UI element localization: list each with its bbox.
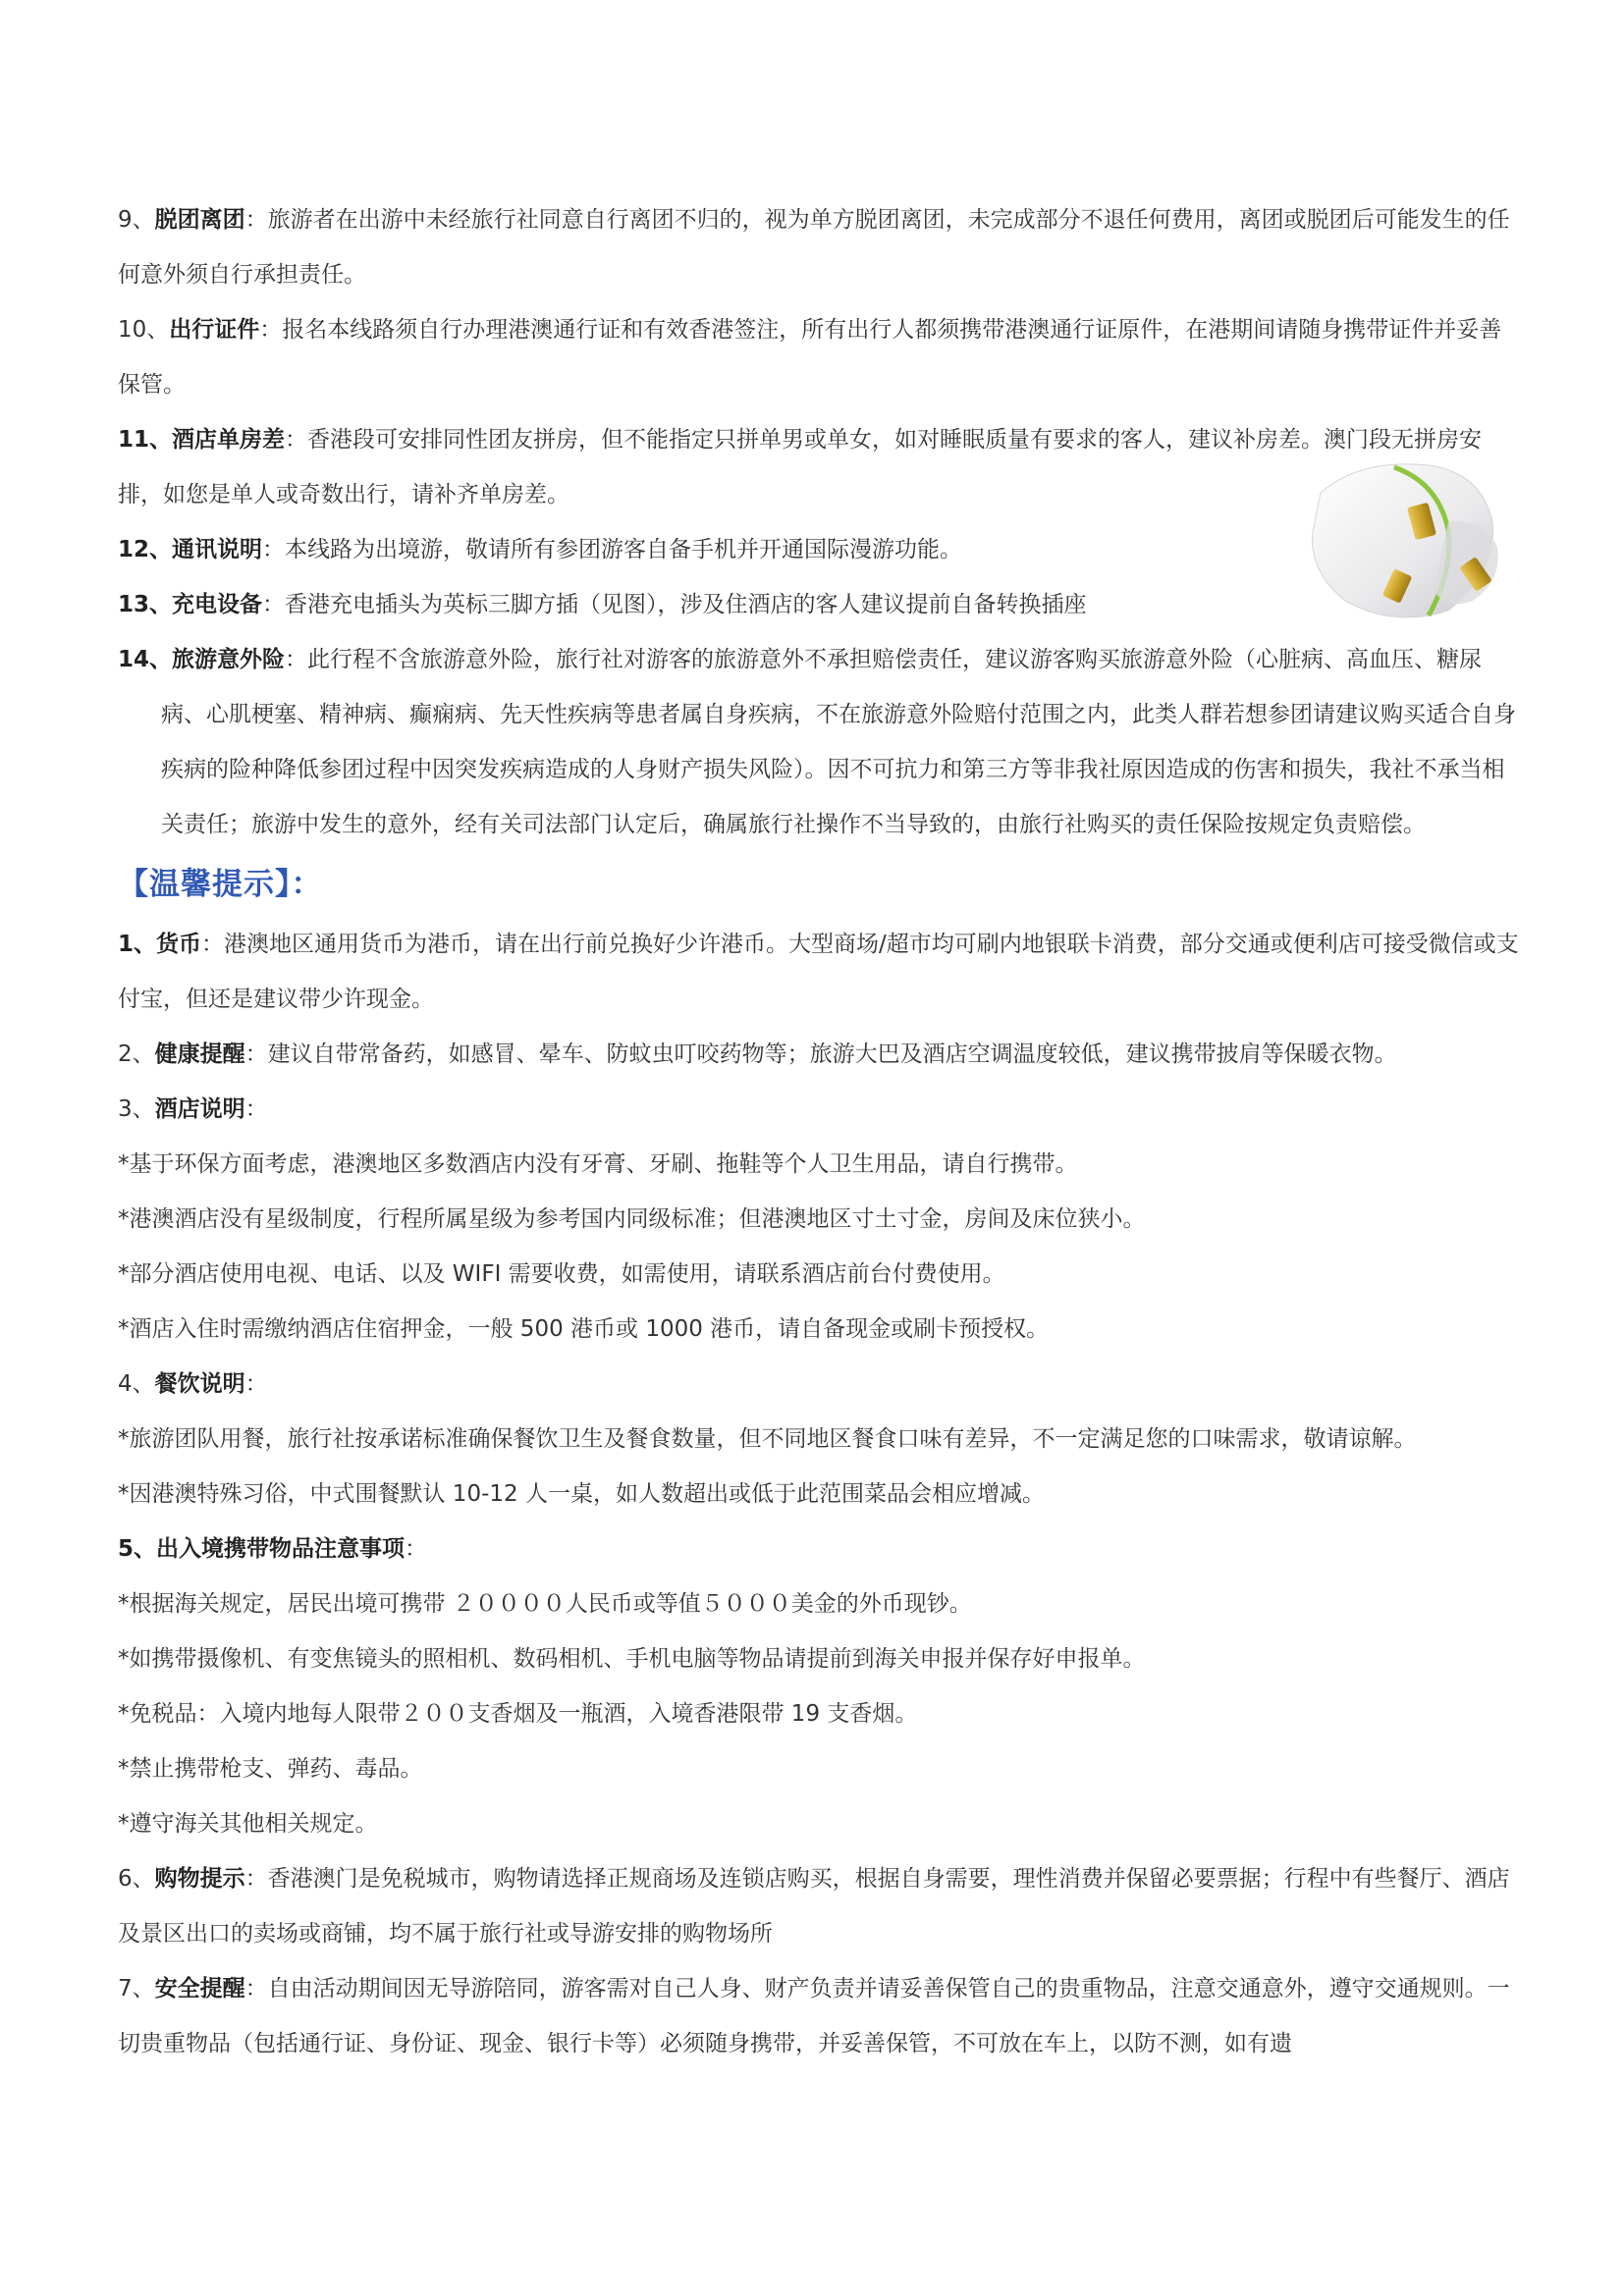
tip-dining [118, 1357, 1522, 1412]
tip-number: 6、 [118, 1866, 155, 1892]
note-text: 报名本线路须自行办理港澳通行证和有效香港签注，所有出行人都须携带港澳通行证原件，在港期间请随身携带证件并妥善保管。 [118, 317, 1502, 398]
tip-text: 香港澳门是免税城市，购物请选择正规商场及连锁店购买，根据自身需要，理性消费并保留必要票据；行程中有些餐厅、酒店及景区出口的卖场或商铺，均不属于旅行社或导游安排的购物场所 [118, 1866, 1510, 1947]
note-text: 香港段可安排同性团友拼房，但不能指定只拼单男或单女，如对睡眠质量有要求的客人，建议补房差。澳门段无拼房安排，如您是单人或奇数出行，请补齐单房差。 [118, 427, 1483, 507]
note-number: 10、 [118, 317, 170, 343]
tip-title: 酒店说明 [154, 1096, 245, 1122]
tip-sep: ： [244, 1976, 268, 2002]
note-sep: ： [262, 537, 286, 562]
tip-health [118, 1027, 1522, 1082]
customs-item: *禁止携带枪支、弹药、毒品。 [118, 1756, 423, 1782]
note-number: 13、 [118, 592, 173, 617]
tip-number: 7、 [118, 1976, 155, 2002]
tip-number: 1、 [118, 932, 157, 957]
note-number: 14、 [118, 647, 173, 672]
note-number: 12、 [118, 537, 173, 562]
tip-number: 5、 [118, 1536, 157, 1562]
tip-title: 购物提示 [154, 1866, 245, 1892]
tip-customs [118, 1522, 1522, 1576]
tip-sep: ： [244, 1866, 268, 1892]
note-text: 旅游者在出游中未经旅行社同意自行离团不归的，视为单方脱团离团，未完成部分不退任何费用，离团或脱团后可能发生的任何意外须自行承担责任。 [118, 207, 1510, 288]
note-number: 11、 [118, 427, 173, 453]
note-text: 本线路为出境游，敬请所有参团游客自备手机并开通国际漫游功能。 [285, 537, 963, 562]
tip-sep: ： [405, 1536, 428, 1562]
tips-heading: 【温馨提示】： [118, 867, 323, 902]
note-sep: ： [259, 317, 283, 343]
tip-text: 港澳地区通用货币为港币，请在出行前兑换好少许港币。大型商场/超市均可刷内地银联卡消费，部分交通或便利店可接受微信或支付宝，但还是建议带少许现金。 [118, 932, 1519, 1012]
tip-number: 4、 [118, 1371, 155, 1397]
tip-title: 货币 [156, 932, 202, 957]
note-9 [118, 192, 1522, 302]
customs-item: *如携带摄像机、有变焦镜头的照相机、数码相机、手机电脑等物品请提前到海关申报并保存好申报单。 [118, 1646, 1146, 1672]
note-sep: ： [262, 592, 286, 617]
note-title: 脱团离团 [154, 207, 245, 233]
tip-sep: ： [244, 1041, 268, 1067]
note-title: 出行证件 [169, 317, 260, 343]
note-number: 9、 [118, 207, 155, 233]
note-title: 酒店单房差 [172, 427, 286, 453]
note-12 [118, 522, 1198, 577]
note-text: 此行程不含旅游意外险，旅行社对游客的旅游意外不承担赔偿责任，建议游客购买旅游意外险（心脏病、高血压、糖尿病、心肌梗塞、精神病、癫痫病、先天性疾病等患者属自身疾病，不在旅游意外险赔付范围之内，此类人群若想参团请建议购买适合自身疾病的险种降低参团过程中因突发疾病造成的人身财产损失风险）。因不可抗力和第三方等非我社原因造成的伤害和损失，我社不承当相关责任；旅游中发生的意外，经有关司法部门认定后，确属旅行社操作不当导致的，由旅行社购买的责任保险按规定负责赔偿。 [161, 647, 1516, 837]
tip-title: 餐饮说明 [154, 1371, 245, 1397]
note-14 [118, 632, 1522, 852]
tip-title: 健康提醒 [154, 1041, 245, 1067]
tip-sep: ： [201, 932, 225, 957]
tip-title: 出入境携带物品注意事项 [156, 1536, 406, 1562]
note-sep: ： [285, 427, 308, 453]
tip-safety [118, 1961, 1522, 2071]
tip-sep: ： [244, 1371, 268, 1397]
customs-item: *免税品：入境内地每人限带２００支香烟及一瓶酒，入境香港限带 19 支香烟。 [118, 1701, 918, 1727]
tip-text: 建议自带常备药，如感冒、晕车、防蚊虫叮咬药物等；旅游大巴及酒店空调温度较低，建议携带披肩等保暖衣物。 [267, 1041, 1397, 1067]
uk-plug-adapter-image [1301, 454, 1512, 630]
note-title: 充电设备 [172, 592, 263, 617]
note-sep: ： [285, 647, 308, 672]
tip-sep: ： [244, 1096, 268, 1122]
tip-number: 3、 [118, 1096, 155, 1122]
dining-item: *因港澳特殊习俗，中式围餐默认 10-12 人一桌，如人数超出或低于此范围菜品会相应增减。 [118, 1481, 1045, 1507]
hotel-item: *酒店入住时需缴纳酒店住宿押金，一般 500 港币或 1000 港币，请自备现金或刷卡预授权。 [118, 1316, 1050, 1342]
note-13 [118, 577, 1198, 632]
tip-shopping [118, 1851, 1522, 1961]
hotel-item: *港澳酒店没有星级制度，行程所属星级为参考国内同级标准；但港澳地区寸土寸金，房间及床位狭小。 [118, 1206, 1146, 1232]
tip-text: 自由活动期间因无导游陪同，游客需对自己人身、财产负责并请妥善保管自己的贵重物品，注意交通意外，遵守交通规则。一切贵重物品（包括通行证、身份证、现金、银行卡等）必须随身携带，并妥善保管，不可放在车上，以防不测，如有遗 [118, 1976, 1510, 2056]
hotel-item: *基于环保方面考虑，港澳地区多数酒店内没有牙膏、牙刷、拖鞋等个人卫生用品，请自行携带。 [118, 1151, 1078, 1177]
customs-item: *遵守海关其他相关规定。 [118, 1811, 378, 1837]
hotel-item: *部分酒店使用电视、电话、以及 WIFI 需要收费，如需使用，请联系酒店前台付费使用。 [118, 1261, 1005, 1287]
note-title: 通讯说明 [172, 537, 263, 562]
note-title: 旅游意外险 [172, 647, 286, 672]
customs-item: *根据海关规定，居民出境可携带 ２００００人民币或等值５０００美金的外币现钞。 [118, 1591, 972, 1617]
tip-currency [118, 917, 1522, 1027]
dining-item: *旅游团队用餐，旅行社按承诺标准确保餐饮卫生及餐食数量，但不同地区餐食口味有差异，不一定满足您的口味需求，敬请谅解。 [118, 1426, 1417, 1452]
tip-title: 安全提醒 [154, 1976, 245, 2002]
tip-number: 2、 [118, 1041, 155, 1067]
tip-hotel [118, 1082, 1522, 1137]
note-text: 香港充电插头为英标三脚方插（见图），涉及住酒店的客人建议提前自备转换插座 [285, 592, 1087, 617]
note-sep: ： [244, 207, 268, 233]
note-10 [118, 302, 1522, 412]
